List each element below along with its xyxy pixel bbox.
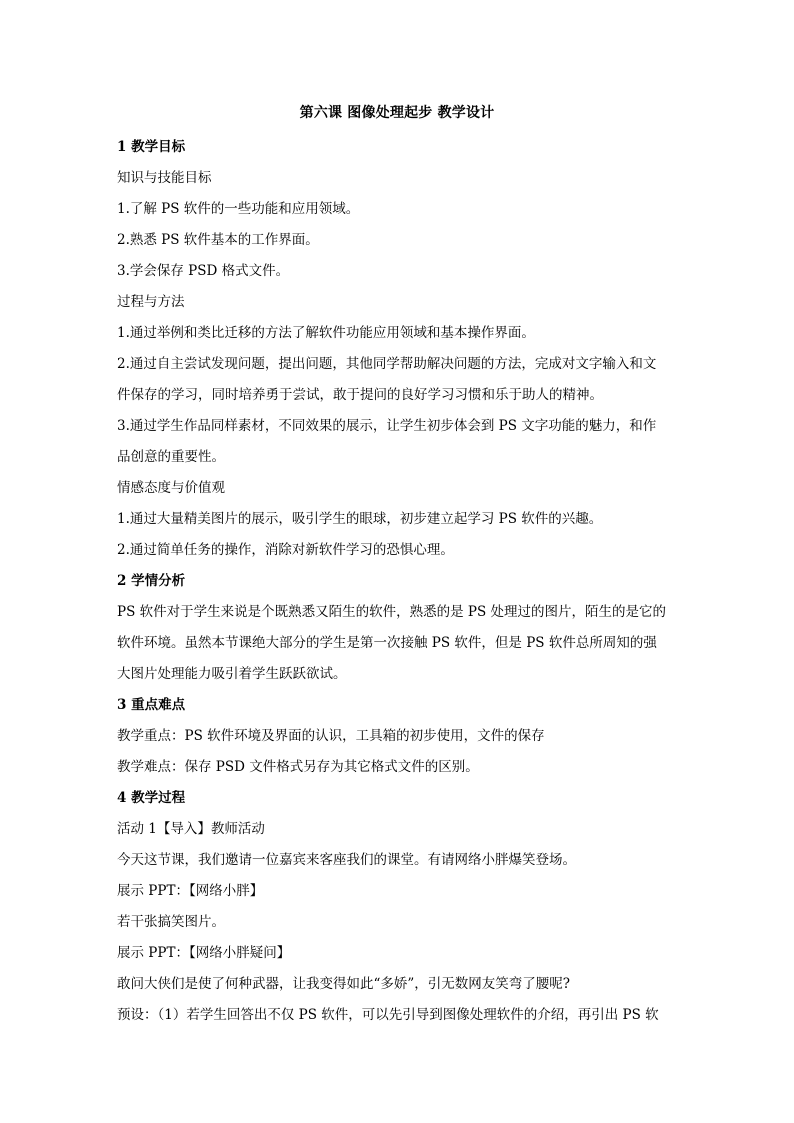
section-heading: 2 学情分析 bbox=[117, 573, 186, 589]
paragraph-line: 若干张搞笑图片。 bbox=[117, 914, 225, 930]
subheading: 知识与技能目标 bbox=[117, 170, 212, 186]
paragraph-line: 2.熟悉 PS 软件基本的工作界面。 bbox=[117, 232, 319, 248]
paragraph-line: 1.通过大量精美图片的展示，吸引学生的眼球，初步建立起学习 PS 软件的兴趣。 bbox=[117, 511, 603, 527]
paragraph-line: 3.学会保存 PSD 格式文件。 bbox=[117, 263, 290, 279]
paragraph-line: 预设：（1）若学生回答出不仅 PS 软件，可以先引导到图像处理软件的介绍，再引出 PS 软 bbox=[117, 1007, 659, 1023]
paragraph-line: 1.通过举例和类比迁移的方法了解软件功能应用领域和基本操作界面。 bbox=[117, 325, 535, 341]
subheading: 情感态度与价值观 bbox=[117, 480, 225, 496]
paragraph-line: 今天这节课，我们邀请一位嘉宾来客座我们的课堂。有请网络小胖爆笑登场。 bbox=[117, 852, 576, 868]
subheading: 过程与方法 bbox=[117, 294, 185, 310]
document-title: 第六课 图像处理起步 教学设计 bbox=[299, 105, 495, 121]
section-heading: 4 教学过程 bbox=[117, 790, 186, 806]
paragraph-line: 品创意的重要性。 bbox=[117, 449, 225, 465]
paragraph-line: 3.通过学生作品同样素材，不同效果的展示，让学生初步体会到 PS 文字功能的魅力，和作 bbox=[117, 418, 657, 434]
paragraph-line: 1.了解 PS 软件的一些功能和应用领域。 bbox=[117, 201, 360, 217]
paragraph-line: 展示 PPT：【网络小胖疑问】 bbox=[117, 945, 291, 961]
section-heading: 1 教学目标 bbox=[117, 139, 186, 155]
paragraph-line: 活动 1【导入】教师活动 bbox=[117, 821, 265, 837]
paragraph-line: 软件环境。虽然本节课绝大部分的学生是第一次接触 PS 软件，但是 PS 软件总所周知的强 bbox=[117, 635, 657, 651]
paragraph-line: 2.通过简单任务的操作，消除对新软件学习的恐惧心理。 bbox=[117, 542, 454, 558]
paragraph-line: 展示 PPT：【网络小胖】 bbox=[117, 883, 264, 899]
document-page bbox=[117, 101, 677, 1031]
paragraph-line: 件保存的学习，同时培养勇于尝试，敢于提问的良好学习习惯和乐于助人的精神。 bbox=[117, 387, 603, 403]
paragraph-line: 教学难点：保存 PSD 文件格式另存为其它格式文件的区别。 bbox=[117, 759, 479, 775]
paragraph-line: 2.通过自主尝试发现问题，提出问题，其他同学帮助解决问题的方法，完成对文字输入和文 bbox=[117, 356, 657, 372]
paragraph-line: PS 软件对于学生来说是个既熟悉又陌生的软件，熟悉的是 PS 处理过的图片，陌生的是它的 bbox=[117, 604, 667, 620]
section-heading: 3 重点难点 bbox=[117, 697, 186, 713]
paragraph-line: 敢问大侠们是使了何种武器，让我变得如此“多娇”，引无数网友笑弯了腰呢? bbox=[117, 976, 571, 992]
paragraph-line: 大图片处理能力吸引着学生跃跃欲试。 bbox=[117, 666, 347, 682]
paragraph-line: 教学重点：PS 软件环境及界面的认识，工具箱的初步使用，文件的保存 bbox=[117, 728, 545, 744]
